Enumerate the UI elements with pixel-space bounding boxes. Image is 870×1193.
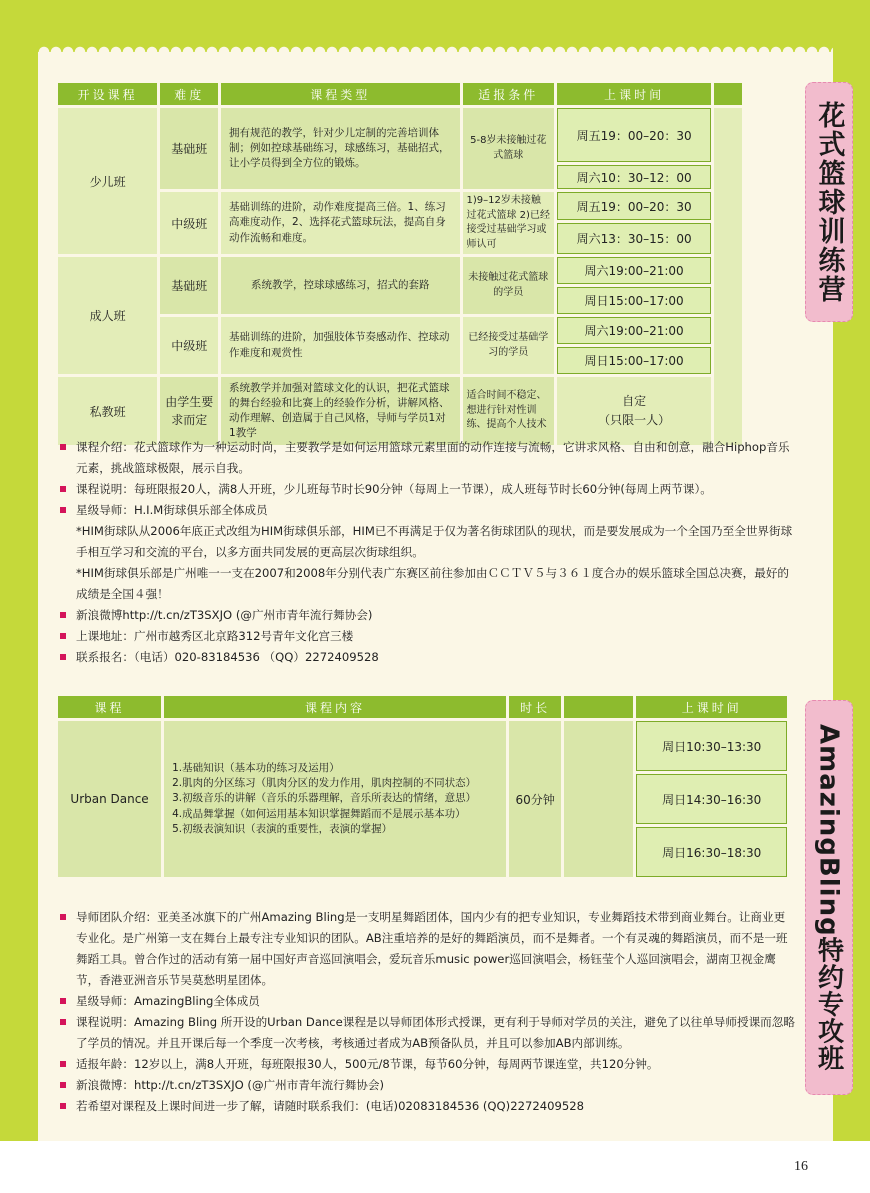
- list-item: [60, 1012, 795, 1054]
- kids-mid-cond: 1)9–12岁未接触过花式篮球 2)已经接受过基础学习或师认可: [463, 192, 555, 254]
- table-header-row: [58, 83, 742, 105]
- list-item: [60, 1096, 795, 1117]
- note-intro: 课程介绍：花式篮球作为一种运动时尚，主要教学是如何运用篮球元素里面的动作连接与流畅，它讲求风格、自由和创意，融合Hiphop音乐元素，挑战篮球极限，展示自我。: [76, 440, 790, 475]
- header-level: 难度: [160, 83, 218, 105]
- side-tab-basketball-label: 花式篮球训练营: [813, 100, 845, 304]
- bullet-icon: [60, 654, 66, 660]
- adult-basic-time-1: 周六19:00–21:00: [557, 257, 711, 284]
- list-item: [60, 991, 795, 1012]
- bullet-icon: [60, 444, 66, 450]
- header-blank: [564, 696, 633, 718]
- table-row: [58, 257, 742, 284]
- adult-basic-desc: 系统教学，控球球感练习，招式的套路: [221, 257, 459, 314]
- header-course: 开设课程: [58, 83, 157, 105]
- note-him-history: *HIM街球队从2006年底正式改组为HIM街球俱乐部，HIM已不再满足于仅为著名街球团队的现状，而是要发展成为一个全国乃至全世界街球手相互学习和交流的平台，以多方面共同发展的更高层次街球组织。: [76, 524, 793, 559]
- header-duration: 时长: [509, 696, 561, 718]
- note-course-desc: 课程说明：Amazing Bling 所开设的Urban Dance课程是以导师团体形式授课，更有利于导师对学员的关注，避免了以往单导师授课而忽略了学员的情况。并且开课后每一个季度一次考核，考核通过者成为AB预备队员，并且可以参加AB内部训练。: [76, 1015, 795, 1050]
- table-row: [58, 192, 742, 220]
- bullet-icon: [60, 1019, 66, 1025]
- bullet-icon: [60, 612, 66, 618]
- header-blank: [714, 83, 742, 105]
- kids-basic-time-1: 周五19：00–20：30: [557, 108, 711, 162]
- list-item: [60, 605, 795, 626]
- kids-mid-level: 中级班: [160, 192, 218, 254]
- kids-basic-cond: 5-8岁未接触过花式篮球: [463, 108, 555, 189]
- kids-mid-time-2: 周六13：30–15：00: [557, 223, 711, 254]
- note-team-intro: 导师团队介绍：亚美圣冰旗下的广州Amazing Bling是一支明星舞蹈团体，国内少有的把专业知识，专业舞蹈技术带到商业舞台。让商业更专业化。是广州第一支在舞台上最专注专业知识的团队。AB注重培养的是好的舞蹈演员，而不是舞者。一个有灵魂的舞蹈演员，而不是一班舞蹈工具。曾合作过的活动有第一届中国好声音巡回演唱会，爱玩音乐music power巡回演唱会，杨钰莹个人巡回演唱会，湖南卫视金鹰节，香港亚洲音乐节吴莫愁明星团体。: [76, 910, 788, 987]
- page-number: 16: [794, 1159, 808, 1174]
- basketball-notes: [60, 437, 795, 668]
- list-item: [60, 500, 795, 521]
- note-schedule: 课程说明：每班限报20人，满8人开班，少儿班每节时长90分钟（每周上一节课），成人班每节时长60分钟(每周上两节课）。: [76, 482, 712, 496]
- bullet-icon: [60, 1082, 66, 1088]
- urban-time-1: 周日10:30–13:30: [636, 721, 787, 771]
- private-level: 由学生要求而定: [160, 377, 218, 445]
- urban-duration: 60分钟: [509, 721, 561, 877]
- list-item: [60, 647, 795, 668]
- bullet-icon: [60, 486, 66, 492]
- table-row: [58, 377, 742, 445]
- urban-time-2: 周日14:30–16:30: [636, 774, 787, 824]
- header-content: 课程内容: [164, 696, 506, 718]
- blank-column: [714, 108, 742, 445]
- urban-time-3: 周日16:30–18:30: [636, 827, 787, 877]
- header-type: 课程类型: [221, 83, 459, 105]
- private-desc: 系统教学并加强对篮球文化的认识，把花式篮球的舞台经验和比赛上的经验作分析，讲解风格、动作理解、创造属于自己风格，导师与学员1对1教学: [221, 377, 459, 445]
- content-item: 2.肌肉的分区练习（肌肉分区的发力作用，肌肉控制的不同状态）: [172, 777, 477, 790]
- table-row: [58, 317, 742, 344]
- table-row: [58, 108, 742, 162]
- content-item: 5.初级表演知识（表演的重要性，表演的掌握）: [172, 822, 393, 835]
- private-time: [557, 377, 711, 445]
- header-time: 上课时间: [636, 696, 787, 718]
- kids-mid-time-1: 周五19：00–20：30: [557, 192, 711, 220]
- note-him-achievement: *HIM街球俱乐部是广州唯一一支在2007和2008年分别代表广东赛区前往参加由ＣＣＴＶ５与３６１度合办的娱乐篮球全国总决赛，最好的成绩是全国４强！: [76, 566, 790, 601]
- note-contact: 联系报名：（电话）020-83184536 （QQ）2272409528: [76, 650, 379, 664]
- adult-basic-level: 基础班: [160, 257, 218, 314]
- list-item: [60, 1054, 795, 1075]
- header-time: 上课时间: [557, 83, 711, 105]
- table-row: [58, 721, 787, 771]
- note-contact: 若希望对课程及上课时间进一步了解，请随时联系我们：(电话)02083184536 (QQ)2272409528: [76, 1099, 584, 1113]
- adult-mid-level: 中级班: [160, 317, 218, 374]
- table-header-row: [58, 696, 787, 718]
- urban-dance-notes: [60, 907, 795, 1117]
- list-item: [60, 437, 795, 479]
- adult-basic-cond: 未接触过花式篮球的学员: [463, 257, 555, 314]
- note-weibo[interactable]: 新浪微博：http://t.cn/zT3SXJO (@广州市青年流行舞协会): [76, 1078, 384, 1092]
- side-tab-basketball: [805, 82, 853, 322]
- note-age: 适报年龄：12岁以上，满8人开班，每班限报30人，500元/8节课，每节60分钟，每周两节课连堂，共120分钟。: [76, 1057, 659, 1071]
- adult-mid-desc: 基础训练的进阶，加强肢体节奏感动作、控球动作难度和观赏性: [221, 317, 459, 374]
- bullet-icon: [60, 507, 66, 513]
- kids-basic-desc: 拥有规范的教学，针对少儿定制的完善培训体制；例如控球基础练习，球感练习，基础招式，让小学员得到全方位的锻炼。: [221, 108, 459, 189]
- header-condition: 适报条件: [463, 83, 555, 105]
- adult-class: 成人班: [58, 257, 157, 374]
- header-course: 课程: [58, 696, 161, 718]
- note-mentor: 星级导师：H.I.M街球俱乐部全体成员: [76, 503, 268, 517]
- kids-mid-desc: 基础训练的进阶，动作难度提高三倍。1、练习高难度动作，2、选择花式篮球玩法，提高自身动作流畅和难度。: [221, 192, 459, 254]
- side-tab-amazingbling: [805, 700, 853, 1095]
- bullet-icon: [60, 1103, 66, 1109]
- side-tab-amazingbling-label: AmazingBling特约专攻班: [813, 723, 844, 1072]
- urban-dance-table: [55, 693, 790, 880]
- note-mentor: 星级导师：AmazingBling全体成员: [76, 994, 260, 1008]
- content-item: 3.初级音乐的讲解（音乐的乐器理解，音乐所表达的情绪，意思）: [172, 792, 477, 805]
- private-class: 私教班: [58, 377, 157, 445]
- list-item: [60, 479, 795, 500]
- private-time-note: （只限一人）: [598, 413, 671, 427]
- note-address: 上课地址：广州市越秀区北京路312号青年文化宫三楼: [76, 629, 354, 643]
- content-item: 4.成品舞掌握（如何运用基本知识掌握舞蹈而不是展示基本功）: [172, 807, 466, 820]
- bullet-icon: [60, 998, 66, 1004]
- adult-mid-cond: 已经接受过基础学习的学员: [463, 317, 555, 374]
- bullet-icon: [60, 633, 66, 639]
- bullet-icon: [60, 1061, 66, 1067]
- kids-basic-level: 基础班: [160, 108, 218, 189]
- footer-strip: [0, 1141, 870, 1193]
- content-item: 1.基础知识（基本功的练习及运用）: [172, 761, 340, 774]
- adult-basic-time-2: 周日15:00–17:00: [557, 287, 711, 314]
- note-weibo[interactable]: 新浪微博http://t.cn/zT3SXJO (@广州市青年流行舞协会): [76, 608, 373, 622]
- kids-class: 少儿班: [58, 108, 157, 254]
- urban-course-content: [164, 721, 506, 877]
- basketball-course-table: [55, 80, 745, 448]
- adult-mid-time-1: 周六19:00–21:00: [557, 317, 711, 344]
- private-time-value: 自定: [622, 393, 647, 408]
- private-cond: 适合时间不稳定、想进行针对性训练、提高个人技术: [463, 377, 555, 445]
- list-item: [60, 907, 795, 991]
- bullet-icon: [60, 914, 66, 920]
- list-item: [60, 626, 795, 647]
- adult-mid-time-2: 周日15:00–17:00: [557, 347, 711, 374]
- list-item: [60, 1075, 795, 1096]
- blank-column: [564, 721, 633, 877]
- kids-basic-time-2: 周六10：30–12：00: [557, 165, 711, 189]
- urban-course-name: Urban Dance: [58, 721, 161, 877]
